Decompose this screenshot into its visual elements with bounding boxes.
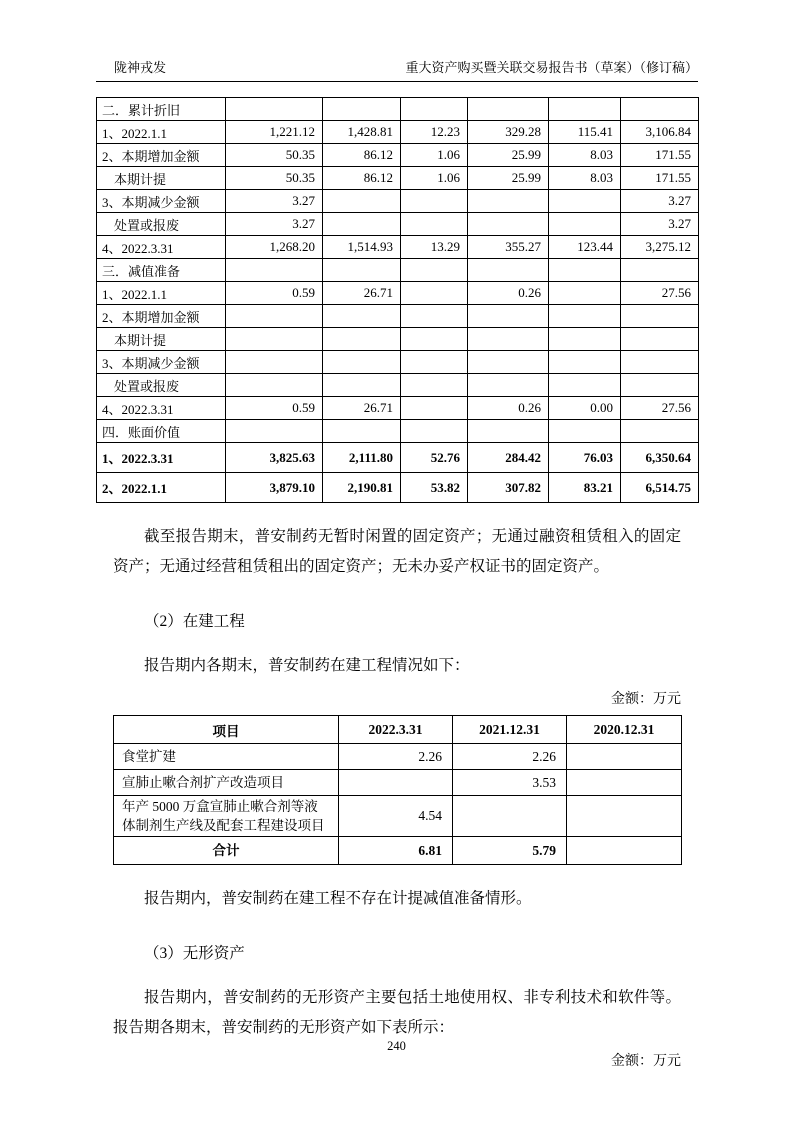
company-name: 陇神戎发 <box>114 60 167 75</box>
row-value <box>621 351 699 374</box>
row-value: 86.12 <box>323 144 401 167</box>
depreciation-table <box>96 97 699 503</box>
row-value <box>226 259 323 282</box>
row-value <box>567 770 682 796</box>
row-value: 4.54 <box>339 796 453 837</box>
row-label: 本期计提 <box>97 328 226 351</box>
construction-table <box>113 715 682 865</box>
row-value: 50.35 <box>226 144 323 167</box>
row-value <box>401 374 468 397</box>
row-label: 宣肺止嗽合剂扩产改造项目 <box>114 770 339 796</box>
row-value <box>401 282 468 305</box>
fixed-assets-note: 截至报告期末，普安制药无暂时闲置的固定资产；无通过融资租赁租入的固定资产；无通过经营租赁租出的固定资产；无未办妥产权证书的固定资产。 <box>113 528 681 575</box>
row-value <box>621 374 699 397</box>
row-value <box>468 305 549 328</box>
row-value <box>401 420 468 443</box>
row-value <box>549 374 621 397</box>
intangible-heading: （3）无形资产 <box>144 945 245 962</box>
row-value <box>468 259 549 282</box>
row-value <box>549 420 621 443</box>
row-value <box>468 328 549 351</box>
row-label: 2、2022.1.1 <box>97 473 226 503</box>
row-value: 27.56 <box>621 282 699 305</box>
row-value: 355.27 <box>468 236 549 259</box>
table-row <box>97 473 699 503</box>
row-value <box>468 213 549 236</box>
row-value <box>621 328 699 351</box>
col-header-2022-3-31: 2022.3.31 <box>339 716 453 744</box>
row-value <box>339 770 453 796</box>
row-value: 1.06 <box>401 144 468 167</box>
row-value <box>468 98 549 121</box>
row-value: 86.12 <box>323 167 401 190</box>
page-number: 240 <box>387 1039 406 1053</box>
row-value: 2,111.80 <box>323 443 401 473</box>
row-label: 1、2022.3.31 <box>97 443 226 473</box>
col-header-2020-12-31: 2020.12.31 <box>567 716 682 744</box>
row-value <box>226 328 323 351</box>
row-value <box>401 328 468 351</box>
table-row <box>97 305 699 328</box>
row-label: 2、本期增加金额 <box>97 144 226 167</box>
construction-intro: 报告期内各期末，普安制药在建工程情况如下： <box>144 657 470 674</box>
row-value: 13.29 <box>401 236 468 259</box>
row-value <box>453 796 567 837</box>
row-value: 284.42 <box>468 443 549 473</box>
table-row <box>97 443 699 473</box>
table-row <box>114 837 682 865</box>
table-row <box>97 397 699 420</box>
row-value <box>323 374 401 397</box>
row-value <box>621 305 699 328</box>
row-value: 0.26 <box>468 282 549 305</box>
table-row <box>97 213 699 236</box>
row-value: 171.55 <box>621 167 699 190</box>
row-label: 处置或报废 <box>97 374 226 397</box>
row-value: 0.00 <box>549 397 621 420</box>
row-value: 3.53 <box>453 770 567 796</box>
row-value: 3.27 <box>226 213 323 236</box>
row-value: 76.03 <box>549 443 621 473</box>
table-row <box>97 144 699 167</box>
row-value <box>401 351 468 374</box>
page-header <box>96 57 698 82</box>
amount-unit-note: 金额：万元 <box>611 692 681 707</box>
col-header-2021-12-31: 2021.12.31 <box>453 716 567 744</box>
row-value: 50.35 <box>226 167 323 190</box>
row-value <box>549 213 621 236</box>
row-value: 329.28 <box>468 121 549 144</box>
row-label: 本期计提 <box>97 167 226 190</box>
row-value <box>549 190 621 213</box>
row-value: 8.03 <box>549 144 621 167</box>
table-row <box>97 420 699 443</box>
row-value: 3.27 <box>621 213 699 236</box>
row-value <box>226 374 323 397</box>
row-value <box>401 259 468 282</box>
row-value: 53.82 <box>401 473 468 503</box>
row-value <box>468 190 549 213</box>
row-label: 3、本期减少金额 <box>97 351 226 374</box>
row-value <box>468 351 549 374</box>
document-title: 重大资产购买暨关联交易报告书（草案）（修订稿） <box>405 60 698 75</box>
row-value <box>549 305 621 328</box>
row-value: 83.21 <box>549 473 621 503</box>
row-value <box>401 305 468 328</box>
intangible-intro: 报告期内，普安制药的无形资产主要包括土地使用权、非专利技术和软件等。报告期各期末，普安制药的无形资产如下表所示： <box>113 989 681 1036</box>
row-value <box>323 351 401 374</box>
row-label: 合计 <box>114 837 339 865</box>
row-value <box>401 213 468 236</box>
row-value: 3.27 <box>621 190 699 213</box>
row-label: 3、本期减少金额 <box>97 190 226 213</box>
row-value: 2,190.81 <box>323 473 401 503</box>
row-label: 处置或报废 <box>97 213 226 236</box>
row-value <box>549 282 621 305</box>
table-row <box>114 744 682 770</box>
row-label: 2、本期增加金额 <box>97 305 226 328</box>
row-value: 26.71 <box>323 282 401 305</box>
row-value <box>226 98 323 121</box>
row-label: 四．账面价值 <box>97 420 226 443</box>
construction-note: 报告期内，普安制药在建工程不存在计提减值准备情形。 <box>144 890 532 907</box>
table-row <box>97 328 699 351</box>
amount-unit-note-2: 金额：万元 <box>611 1054 681 1069</box>
row-value: 1,221.12 <box>226 121 323 144</box>
row-value: 123.44 <box>549 236 621 259</box>
row-label: 4、2022.3.31 <box>97 236 226 259</box>
row-label: 三．减值准备 <box>97 259 226 282</box>
row-value <box>323 420 401 443</box>
table-row <box>97 282 699 305</box>
row-value <box>468 420 549 443</box>
row-value: 171.55 <box>621 144 699 167</box>
table-row <box>97 121 699 144</box>
row-label: 食堂扩建 <box>114 744 339 770</box>
table-row <box>97 167 699 190</box>
row-value <box>323 213 401 236</box>
row-value: 1.06 <box>401 167 468 190</box>
table-row <box>114 770 682 796</box>
row-value: 6.81 <box>339 837 453 865</box>
table-row <box>97 351 699 374</box>
row-value: 307.82 <box>468 473 549 503</box>
row-label: 4、2022.3.31 <box>97 397 226 420</box>
row-value: 0.59 <box>226 397 323 420</box>
row-value <box>567 796 682 837</box>
col-header-item: 项目 <box>114 716 339 744</box>
row-value: 25.99 <box>468 144 549 167</box>
row-value: 3,825.63 <box>226 443 323 473</box>
row-value: 1,428.81 <box>323 121 401 144</box>
row-value <box>226 420 323 443</box>
row-value <box>567 837 682 865</box>
row-value: 52.76 <box>401 443 468 473</box>
row-label: 1、2022.1.1 <box>97 121 226 144</box>
row-value <box>621 259 699 282</box>
row-value <box>567 744 682 770</box>
row-value: 2.26 <box>339 744 453 770</box>
row-value <box>323 259 401 282</box>
row-value: 6,514.75 <box>621 473 699 503</box>
table-row <box>97 374 699 397</box>
row-value <box>549 328 621 351</box>
row-value <box>226 305 323 328</box>
table-row <box>97 98 699 121</box>
depreciation-table-body <box>97 98 699 503</box>
row-value: 8.03 <box>549 167 621 190</box>
row-value <box>549 98 621 121</box>
construction-table-body <box>114 744 682 865</box>
construction-heading: （2）在建工程 <box>144 613 245 630</box>
row-label: 年产 5000 万盒宣肺止嗽合剂等液体制剂生产线及配套工程建设项目 <box>114 796 339 837</box>
construction-header-row <box>114 716 682 744</box>
row-value: 3,275.12 <box>621 236 699 259</box>
row-value: 25.99 <box>468 167 549 190</box>
row-value <box>621 420 699 443</box>
row-value: 115.41 <box>549 121 621 144</box>
row-value <box>401 98 468 121</box>
row-value <box>401 397 468 420</box>
row-value: 0.26 <box>468 397 549 420</box>
table-row <box>114 796 682 837</box>
row-value: 3.27 <box>226 190 323 213</box>
row-value <box>621 98 699 121</box>
table-row <box>97 259 699 282</box>
table-row <box>97 236 699 259</box>
row-value <box>323 328 401 351</box>
row-value <box>226 351 323 374</box>
row-value: 26.71 <box>323 397 401 420</box>
row-label: 1、2022.1.1 <box>97 282 226 305</box>
row-value <box>468 374 549 397</box>
row-value: 2.26 <box>453 744 567 770</box>
row-value: 1,268.20 <box>226 236 323 259</box>
row-value: 3,106.84 <box>621 121 699 144</box>
row-value: 5.79 <box>453 837 567 865</box>
row-value: 1,514.93 <box>323 236 401 259</box>
row-value: 0.59 <box>226 282 323 305</box>
row-value <box>323 305 401 328</box>
row-value: 6,350.64 <box>621 443 699 473</box>
row-value <box>323 190 401 213</box>
row-value: 27.56 <box>621 397 699 420</box>
row-value <box>323 98 401 121</box>
row-label: 二．累计折旧 <box>97 98 226 121</box>
table-row <box>97 190 699 213</box>
row-value <box>549 351 621 374</box>
row-value: 12.23 <box>401 121 468 144</box>
row-value: 3,879.10 <box>226 473 323 503</box>
row-value <box>401 190 468 213</box>
row-value <box>549 259 621 282</box>
